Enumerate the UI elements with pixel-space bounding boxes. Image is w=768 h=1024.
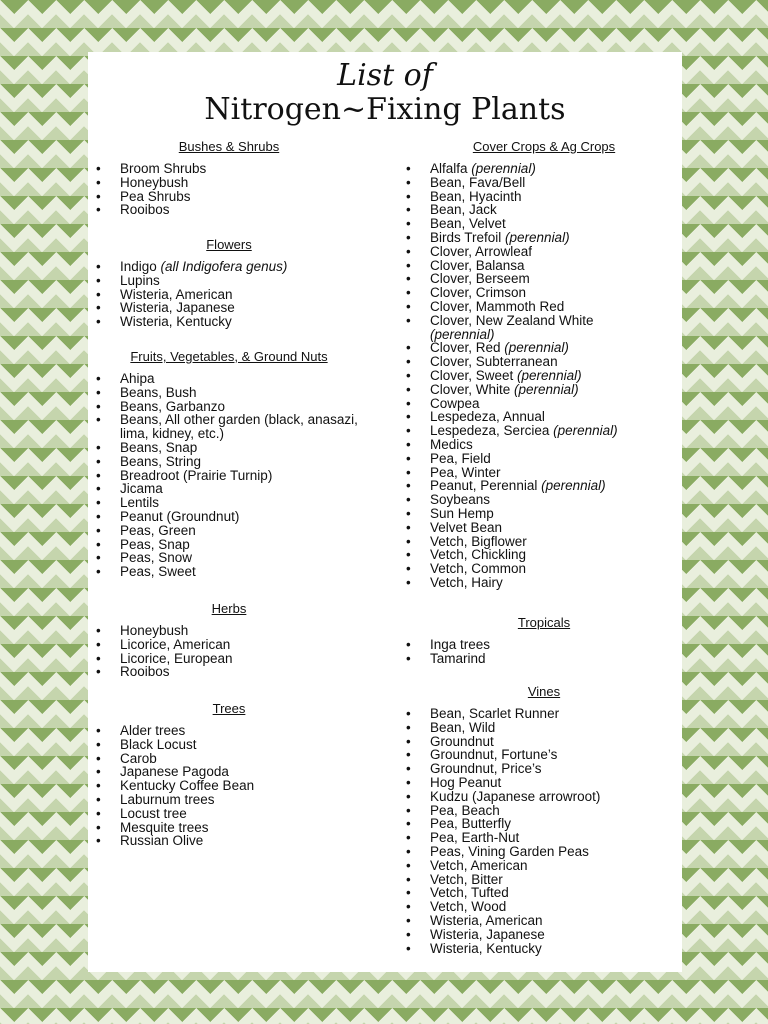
section-heading: Herbs (211, 601, 247, 616)
list-item (404, 859, 684, 873)
item-text: Alfalfa (430, 161, 472, 176)
list-item (404, 735, 684, 749)
list-item (94, 386, 364, 400)
item-note: (perennial) (517, 367, 582, 383)
item-text: Honeybush (120, 174, 189, 190)
list-item (404, 900, 684, 914)
item-text: Jicama (120, 481, 163, 497)
item-text: Groundnut, Fortune’s (430, 747, 558, 763)
item-text: Vetch, American (430, 857, 528, 873)
list-item (404, 652, 684, 666)
section-bushes-shrubs (94, 140, 364, 217)
item-text: Lentils (120, 495, 160, 511)
item-text: Laburnum trees (120, 791, 215, 807)
list-item (404, 217, 620, 231)
plant-list (94, 260, 364, 329)
list-item (94, 301, 364, 315)
list-item (404, 452, 620, 466)
item-text: Licorice, American (120, 636, 231, 652)
list-item (404, 479, 620, 493)
list-item (404, 507, 620, 521)
list-item (94, 538, 364, 552)
list-item (404, 466, 620, 480)
section-heading: Vines (527, 684, 561, 699)
item-text: Pea, Winter (430, 464, 501, 480)
item-text: Wisteria, Japanese (120, 300, 235, 316)
list-item (94, 190, 364, 204)
item-text: Vetch, Tufted (430, 885, 509, 901)
list-item (94, 315, 364, 329)
list-item (404, 190, 620, 204)
list-item (404, 928, 684, 942)
list-item (94, 834, 364, 848)
item-text: Clover, White (430, 381, 515, 397)
item-text: Bean, Velvet (430, 216, 506, 232)
item-text: Lupins (120, 272, 160, 288)
section-trees (94, 702, 364, 848)
section-tropicals (404, 616, 684, 666)
list-item (404, 804, 684, 818)
section-fruits-vegetables (94, 350, 364, 579)
item-text: Wisteria, American (430, 912, 543, 928)
list-item (404, 272, 620, 286)
list-item (94, 441, 364, 455)
list-item (94, 765, 364, 779)
section-heading: Fruits, Vegetables, & Ground Nuts (130, 349, 328, 364)
section-heading: Flowers (206, 237, 252, 252)
list-item (404, 176, 620, 190)
plant-list (404, 707, 684, 955)
item-text: Birds Trefoil (430, 229, 506, 245)
list-item (94, 624, 364, 638)
item-text: Breadroot (Prairie Turnip) (120, 467, 273, 483)
item-text: Black Locust (120, 736, 197, 752)
page-title: Nitrogen~Fixing Plants (204, 92, 566, 127)
list-item (404, 845, 684, 859)
item-text: Indigo (120, 259, 161, 274)
item-text: Beans, Snap (120, 439, 198, 455)
section-herbs (94, 602, 364, 679)
item-note: (perennial) (504, 340, 569, 356)
item-text: Broom Shrubs (120, 161, 207, 176)
item-text: Wisteria, Kentucky (120, 314, 232, 330)
item-text: Pea, Field (430, 450, 491, 466)
list-item (404, 355, 620, 369)
section-vines (404, 685, 684, 955)
list-item (404, 548, 620, 562)
section-heading: Cover Crops & Ag Crops (472, 139, 616, 154)
item-text: Beans, Garbanzo (120, 398, 226, 414)
list-item (94, 469, 364, 483)
list-item (404, 942, 684, 956)
item-text: Clover, Balansa (430, 257, 525, 273)
item-text: Clover, Arrowleaf (430, 243, 533, 259)
list-item (94, 738, 364, 752)
list-item (94, 524, 364, 538)
list-item (94, 372, 364, 386)
item-text: Inga trees (430, 637, 491, 652)
list-item (404, 873, 684, 887)
list-item (404, 790, 684, 804)
list-item (94, 752, 364, 766)
list-item (404, 424, 620, 438)
item-text: Bean, Hyacinth (430, 188, 522, 204)
list-item (404, 748, 684, 762)
list-item (94, 779, 364, 793)
item-text: Peas, Green (120, 522, 196, 538)
item-text: Groundnut (430, 733, 494, 749)
list-item (94, 288, 364, 302)
list-item (404, 914, 684, 928)
item-text: Bean, Fava/Bell (430, 174, 526, 190)
list-item (94, 413, 364, 441)
item-text: Vetch, Common (430, 561, 527, 577)
plant-list (94, 624, 364, 679)
list-item (404, 383, 620, 397)
item-text: Wisteria, Japanese (430, 926, 545, 942)
title-line-1: List of (337, 58, 433, 93)
item-text: Carob (120, 750, 157, 766)
list-item (404, 162, 620, 176)
item-text: Cowpea (430, 395, 480, 411)
item-text: Peas, Vining Garden Peas (430, 843, 589, 859)
item-text: Ahipa (120, 371, 155, 386)
list-item (404, 259, 620, 273)
list-item (404, 438, 620, 452)
item-text: Vetch, Hairy (430, 574, 503, 590)
list-item (94, 724, 364, 738)
list-item (404, 776, 684, 790)
item-text: Pea Shrubs (120, 188, 191, 204)
item-text: Bean, Wild (430, 719, 496, 735)
item-text: Wisteria, Kentucky (430, 940, 542, 956)
item-text: Velvet Bean (430, 519, 503, 535)
item-text: Peanut (Groundnut) (120, 508, 240, 524)
item-text: Clover, Sweet (430, 367, 518, 383)
plant-list (94, 724, 364, 848)
list-item (404, 203, 620, 217)
list-item (94, 203, 364, 217)
list-item (94, 260, 364, 274)
list-item (404, 410, 620, 424)
list-item (404, 397, 620, 411)
item-text: Soybeans (430, 492, 491, 508)
item-text: Lespedeza, Serciea (430, 423, 554, 439)
list-item (404, 562, 620, 576)
list-item (404, 300, 620, 314)
item-text: Rooibos (120, 202, 170, 218)
list-item (404, 817, 684, 831)
item-text: Wisteria, American (120, 286, 233, 302)
section-cover-crops (404, 140, 684, 590)
item-text: Groundnut, Price’s (430, 761, 542, 777)
item-text: Vetch, Wood (430, 899, 507, 915)
item-text: Lespedeza, Annual (430, 409, 545, 425)
item-text: Clover, Berseem (430, 271, 530, 287)
list-item (94, 400, 364, 414)
item-text: Hog Peanut (430, 774, 502, 790)
item-text: Clover, Red (430, 340, 505, 356)
item-text: Japanese Pagoda (120, 764, 229, 780)
list-item (404, 314, 620, 342)
list-item (94, 496, 364, 510)
item-text: Bean, Scarlet Runner (430, 706, 560, 721)
item-text: Licorice, European (120, 650, 233, 666)
list-item (404, 707, 684, 721)
plant-list (94, 372, 364, 579)
item-text: Beans, Bush (120, 384, 197, 400)
item-text: Rooibos (120, 664, 170, 680)
list-item (404, 576, 620, 590)
item-note: (perennial) (553, 423, 618, 439)
item-text: Peanut, Perennial (430, 478, 542, 494)
list-item (94, 274, 364, 288)
list-item (94, 551, 364, 565)
item-text: Bean, Jack (430, 202, 497, 218)
item-text: Clover, New Zealand White (430, 312, 594, 328)
item-text: Clover, Subterranean (430, 354, 558, 370)
item-text: Pea, Butterfly (430, 816, 512, 832)
item-text: Tamarind (430, 650, 486, 666)
item-text: Mesquite trees (120, 819, 209, 835)
item-text: Peas, Sweet (120, 564, 196, 580)
item-text: Medics (430, 436, 473, 452)
list-item (404, 638, 684, 652)
list-item (404, 762, 684, 776)
list-item (94, 638, 364, 652)
item-text: Clover, Mammoth Red (430, 298, 565, 314)
list-item (404, 369, 620, 383)
list-item (94, 176, 364, 190)
document-panel (88, 52, 682, 972)
item-text: Beans, String (120, 453, 202, 469)
item-text: Kentucky Coffee Bean (120, 778, 255, 794)
list-item (404, 535, 620, 549)
list-item (404, 493, 620, 507)
item-note: (perennial) (505, 229, 570, 245)
item-note: (perennial) (541, 478, 606, 494)
item-text: Pea, Beach (430, 802, 500, 818)
list-item (404, 886, 684, 900)
list-item (404, 521, 620, 535)
list-item (94, 455, 364, 469)
section-heading: Tropicals (517, 615, 571, 630)
list-item (94, 807, 364, 821)
section-flowers (94, 238, 364, 329)
list-item (404, 245, 620, 259)
item-note: (perennial) (471, 161, 536, 176)
item-text: Pea, Earth-Nut (430, 830, 520, 846)
item-text: Honeybush (120, 623, 189, 638)
list-item (404, 286, 620, 300)
item-text: Alder trees (120, 723, 186, 738)
section-heading: Trees (212, 701, 246, 716)
item-text: Kudzu (Japanese arrowroot) (430, 788, 601, 804)
item-text: Vetch, Bigflower (430, 533, 527, 549)
list-item (404, 721, 684, 735)
item-text: Beans, All other garden (black, anasazi, lima, kidney, etc.) (120, 412, 358, 442)
item-text: Peas, Snow (120, 550, 193, 566)
plant-list (94, 162, 364, 217)
list-item (94, 665, 364, 679)
list-item (94, 510, 364, 524)
item-text: Sun Hemp (430, 505, 494, 521)
list-item (94, 652, 364, 666)
list-item (94, 565, 364, 579)
section-heading: Bushes & Shrubs (178, 139, 280, 154)
item-text: Peas, Snap (120, 536, 190, 552)
item-text: Vetch, Chickling (430, 547, 527, 563)
list-item (404, 341, 620, 355)
list-item (94, 162, 364, 176)
item-note: (perennial) (430, 326, 495, 342)
list-item (404, 231, 620, 245)
item-text: Russian Olive (120, 833, 204, 849)
item-note: (perennial) (514, 381, 579, 397)
plant-list (404, 162, 684, 590)
item-text: Vetch, Bitter (430, 871, 503, 887)
list-item (404, 831, 684, 845)
item-text: Locust tree (120, 805, 187, 821)
plant-list (404, 638, 684, 666)
list-item (94, 482, 364, 496)
list-item (94, 821, 364, 835)
list-item (94, 793, 364, 807)
item-text: Clover, Crimson (430, 285, 527, 301)
item-note: (all Indigofera genus) (160, 259, 288, 274)
